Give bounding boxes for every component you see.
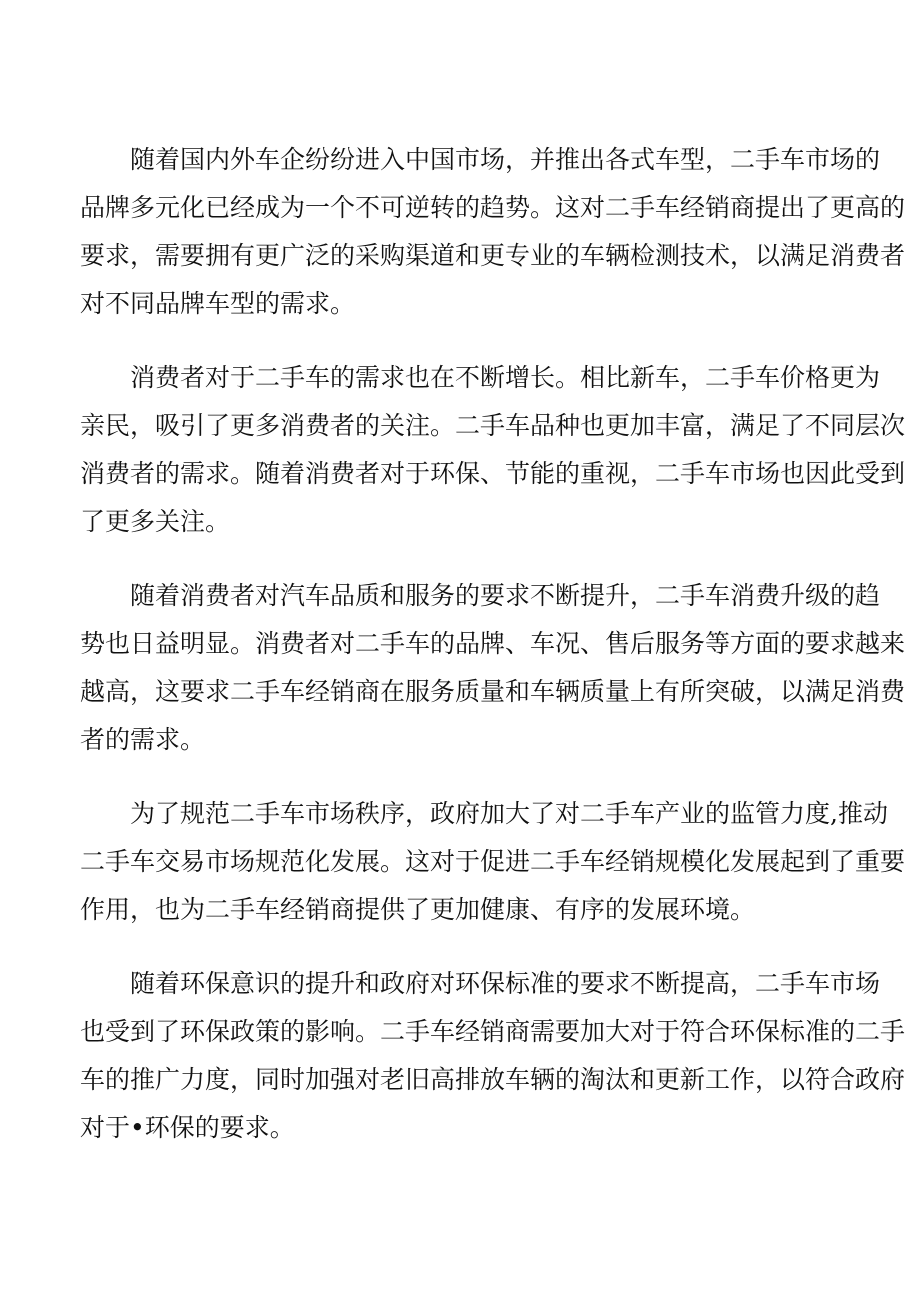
text-line: 随着消费者对汽车品质和服务的要求不断提升，二手车消费升级的趋 xyxy=(130,581,881,610)
text-line: 越高，这要求二手车经销商在服务质量和车辆质量上有所突破，以满足消费 xyxy=(80,677,906,706)
text-line: 对于•环保的要求。 xyxy=(80,1113,295,1142)
paragraph-consumer-demand xyxy=(80,354,906,546)
text-line: 为了规范二手车市场秩序，政府加大了对二手车产业的监管力度,推动 xyxy=(130,799,888,828)
text-line: 二手车交易市场规范化发展。这对于促进二手车经销规模化发展起到了重要 xyxy=(80,847,906,876)
text-line: 势也日益明显。消费者对二手车的品牌、车况、售后服务等方面的要求越来 xyxy=(80,629,906,658)
text-line: 也受到了环保政策的影响。二手车经销商需要加大对于符合环保标准的二手 xyxy=(80,1017,906,1046)
text-line: 品牌多元化已经成为一个不可逆转的趋势。这对二手车经销商提出了更高的 xyxy=(80,193,906,222)
text-line: 作用，也为二手车经销商提供了更加健康、有序的发展环境。 xyxy=(80,895,756,924)
text-line: 者的需求。 xyxy=(80,725,206,754)
paragraph-consumption-upgrade xyxy=(80,572,906,764)
text-line: 消费者对于二手车的需求也在不断增长。相比新车，二手车价格更为 xyxy=(130,363,881,392)
paragraph-environmental-policy xyxy=(80,960,906,1152)
text-line: 随着环保意识的提升和政府对环保标准的要求不断提高，二手车市场 xyxy=(130,969,881,998)
text-line: 要求，需要拥有更广泛的采购渠道和更专业的车辆检测技术，以满足消费者 xyxy=(80,241,906,270)
text-line: 随着国内外车企纷纷进入中国市场，并推出各式车型，二手车市场的 xyxy=(130,145,881,174)
text-line: 亲民，吸引了更多消费者的关注。二手车品种也更加丰富，满足了不同层次 xyxy=(80,411,906,440)
text-line: 消费者的需求。随着消费者对于环保、节能的重视，二手车市场也因此受到 xyxy=(80,459,906,488)
paragraph-government-regulation xyxy=(80,790,906,934)
text-line: 了更多关注。 xyxy=(80,507,231,536)
paragraph-brand-diversification xyxy=(80,136,906,328)
text-line: 车的推广力度，同时加强对老旧高排放车辆的淘汰和更新工作，以符合政府 xyxy=(80,1065,906,1094)
text-line: 对不同品牌车型的需求。 xyxy=(80,289,356,318)
